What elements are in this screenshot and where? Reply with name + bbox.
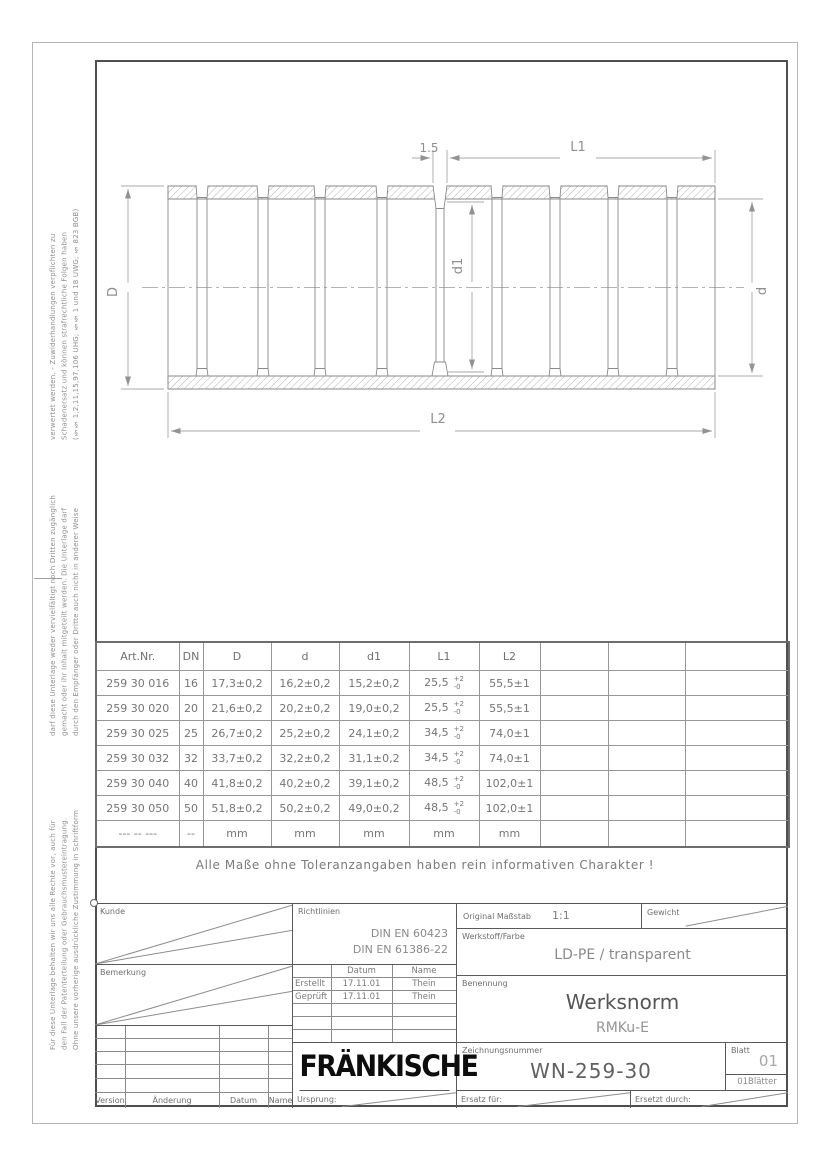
table-row: 259 30 020 20 21,6±0,2 20,2±0,2 19,0±0,2 25,5 +2 -0 55,5±1 <box>96 696 789 721</box>
parts-table <box>95 641 790 848</box>
approval-table <box>293 965 456 1043</box>
benennung-label: Benennung <box>462 979 508 988</box>
blatt-label: Blatt <box>731 1046 750 1055</box>
werkstoff-box <box>457 929 788 976</box>
units-row: --- -- --- -- mm mm mm mm mm <box>96 821 789 848</box>
table-row: 259 30 050 50 51,8±0,2 50,2±0,2 49,0±0,2 48,5 +2 -0 102,0±1 <box>96 796 789 821</box>
name-label: Name <box>268 1096 293 1105</box>
richtlinien-label: Richtlinien <box>298 907 341 916</box>
zeichnungsnummer-box <box>457 1043 726 1090</box>
erstellt-row: Erstellt 17.11.01 Thein <box>293 978 456 991</box>
title-block <box>95 903 788 1107</box>
pipe-bottom-wall <box>168 376 715 389</box>
margin-note-top: verwertet werden. - Zuwiderhandlungen verpflichten zu Schadenersatz und können strafrechtliche Folgen haben (§§ 1,2,11,15,97,106 UHG; §§ 1 und 18 UWG; § 823 BGB) <box>49 208 81 440</box>
bemerkung-box <box>95 965 292 1026</box>
werkstoff-label: Werkstoff/Farbe <box>462 932 525 941</box>
tolerance-note: Alle Maße ohne Toleranzangaben haben rein informativen Charakter ! <box>195 858 655 872</box>
datum-header: Datum <box>347 966 376 976</box>
title-block-right <box>457 904 788 1108</box>
title-block-left <box>95 904 293 1108</box>
ursprung-box <box>293 1091 456 1108</box>
richtlinien-box <box>293 904 456 965</box>
ursprung-label: Ursprung: <box>297 1095 337 1104</box>
pipe-section-drawing <box>95 60 788 490</box>
massstab-box <box>457 904 642 928</box>
ersatz-box <box>457 1091 631 1108</box>
kunde-box <box>95 904 292 965</box>
revision-labels <box>95 1093 292 1108</box>
coupler-groove <box>432 185 448 376</box>
margin-note-middle: darf diese Unterlage weder vervielfältigt noch Dritten zugänglich gemacht oder ihr Inhalt mitgeteilt werden. Die Unterlage darf durch den Empfänger oder Dritte auch nicht in anderer Weise <box>49 494 81 736</box>
kunde-label: Kunde <box>100 907 125 916</box>
dim-d: d <box>755 286 770 296</box>
gewicht-label: Gewicht <box>647 908 680 917</box>
dim-L2: L2 <box>430 412 446 427</box>
richtlinien-values: DIN EN 60423 DIN EN 61386-22 <box>352 927 448 956</box>
blatt-number: 01 <box>758 1052 778 1070</box>
table-row: 259 30 040 40 41,8±0,2 40,2±0,2 39,1±0,2 48,5 +2 -0 102,0±1 <box>96 771 789 796</box>
zeichnungsnummer-label: Zeichnungsnummer <box>462 1046 543 1055</box>
massstab-value: 1:1 <box>552 909 570 922</box>
table-row: 259 30 016 16 17,3±0,2 16,2±0,2 15,2±0,2 25,5 +2 -0 55,5±1 <box>96 671 789 696</box>
massstab-label: Original Maßstab <box>463 912 531 921</box>
kunde-diagonal <box>95 904 292 964</box>
datum-label: Datum <box>229 1096 258 1105</box>
bemerkung-diagonal <box>95 965 292 1025</box>
benennung-title: Werksnorm <box>565 990 680 1014</box>
werkstoff-value: LD-PE / transparent <box>554 947 691 963</box>
dim-L1: L1 <box>570 140 586 155</box>
title-block-middle <box>293 904 478 1108</box>
dim-d1: d1 <box>451 257 466 275</box>
dim-groove-width: 1.5 <box>419 141 439 155</box>
ersetzt-label: Ersetzt durch: <box>635 1095 691 1104</box>
blatt-box <box>726 1043 788 1090</box>
zeichnungsnummer-value: WN-259-30 <box>530 1059 652 1083</box>
margin-note-bottom: Für diese Unterlage behalten wir uns alle Rechte vor, auch für den Fall der Patenterteilung oder Gebrauchsmustereintragung. Ohne unsere vorherige ausdrückliche Zustimmung in Schriftform <box>49 810 81 1050</box>
geprueft-row: Geprüft 17.11.01 Thein <box>293 991 456 1004</box>
table-row: 259 30 025 25 26,7±0,2 25,2±0,2 24,1±0,2 34,5 +2 -0 74,0±1 <box>96 721 789 746</box>
bemerkung-label: Bemerkung <box>100 968 147 977</box>
ersatz-label: Ersatz für: <box>461 1095 503 1104</box>
table-header-row: Art.Nr. DN D d d1 L1 L2 <box>96 642 789 671</box>
blatt-count: 01Blätter <box>726 1074 788 1090</box>
version-label: Version <box>95 1096 125 1105</box>
benennung-box <box>457 976 788 1043</box>
gewicht-box <box>642 904 788 928</box>
dim-D: D <box>106 286 121 298</box>
ersetzt-box <box>631 1091 788 1108</box>
table-row: 259 30 032 32 33,7±0,2 32,2±0,2 31,1±0,2 34,5 +2 -0 74,0±1 <box>96 746 789 771</box>
aenderung-label: Änderung <box>152 1096 192 1105</box>
corrugation-ribs <box>196 185 678 376</box>
benennung-subtitle: RMKu-E <box>595 1020 650 1036</box>
name-header: Name <box>411 966 437 976</box>
fraenkische-logo: FRÄNKISCHE <box>300 1043 450 1091</box>
